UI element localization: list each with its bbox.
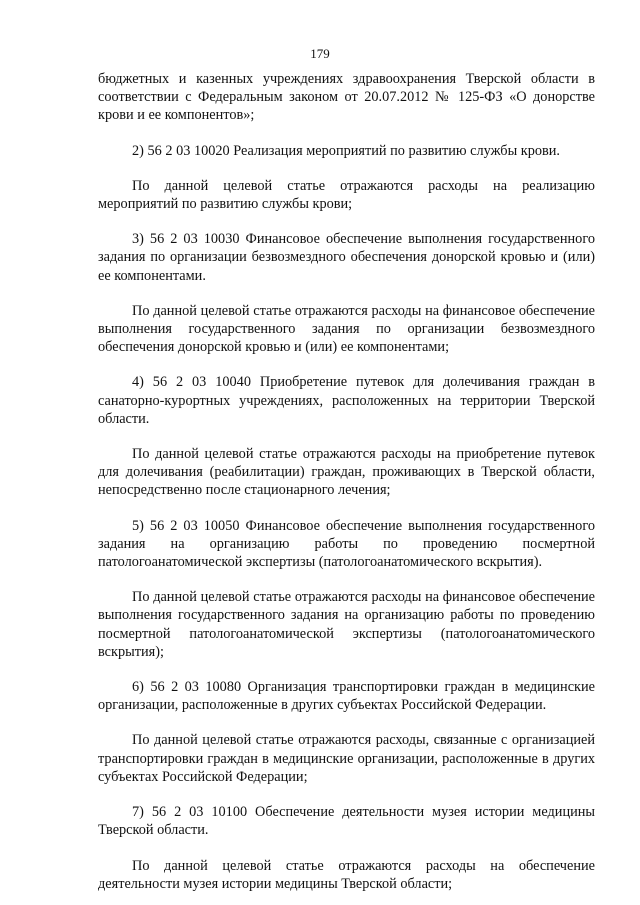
paragraph-continuation: бюджетных и казенных учреждениях здравоохранения Тверской области в соответствии с Федеральным законом от 20.07.2012 № 125-ФЗ «О донорстве крови и ее компонентов»;	[98, 71, 595, 124]
paragraph-item-6-description: По данной целевой статье отражаются расходы, связанные с организацией транспортировки граждан в медицинские организации, расположенные в других субъектах Российской Федерации;	[98, 732, 595, 785]
page-number: 179	[310, 46, 330, 61]
paragraph-item-3-description: По данной целевой статье отражаются расходы на финансовое обеспечение выполнения государственного задания по организации безвозмездного обеспечения донорской кровью и (или) ее компонентами;	[98, 302, 595, 356]
document-body	[98, 70, 595, 893]
paragraph-item-6-heading: 6) 56 2 03 10080 Организация транспортировки граждан в медицинские организации, расположенные в других субъектах Российской Федерации.	[98, 679, 595, 714]
paragraph-item-2-description: По данной целевой статье отражаются расходы на реализацию мероприятий по развитию службы крови;	[98, 177, 595, 213]
paragraph-item-5-heading: 5) 56 2 03 10050 Финансовое обеспечение выполнения государственного задания на организацию работы по проведению посмертной патологоанатомической экспертизы (патологоанатомического вскрытия).	[98, 517, 595, 571]
paragraph-item-7-description: По данной целевой статье отражаются расходы на обеспечение деятельности музея истории медицины Тверской области;	[98, 857, 595, 892]
paragraph-item-5-description: По данной целевой статье отражаются расходы на финансовое обеспечение выполнения государственного задания на организацию работы по проведению посмертной патологоанатомической экспертизы (патологоанатомического вскрытия);	[98, 589, 595, 660]
paragraph-item-2-heading: 2) 56 2 03 10020 Реализация мероприятий по развитию службы крови.	[132, 142, 560, 159]
paragraph-item-4-description: По данной целевой статье отражаются расходы на приобретение путевок для долечивания (реабилитации) граждан, проживающих в Тверской области, непосредственно после стационарного лечения;	[98, 446, 595, 499]
paragraph-item-7-heading: 7) 56 2 03 10100 Обеспечение деятельности музея истории медицины Тверской области.	[98, 804, 595, 839]
paragraph-item-3-heading: 3) 56 2 03 10030 Финансовое обеспечение выполнения государственного задания по организации безвозмездного обеспечения донорской кровью и (или) ее компонентами.	[98, 231, 595, 284]
paragraph-item-4-heading: 4) 56 2 03 10040 Приобретение путевок для долечивания граждан в санаторно-курортных учреждениях, расположенных на территории Тверской области.	[98, 374, 595, 427]
